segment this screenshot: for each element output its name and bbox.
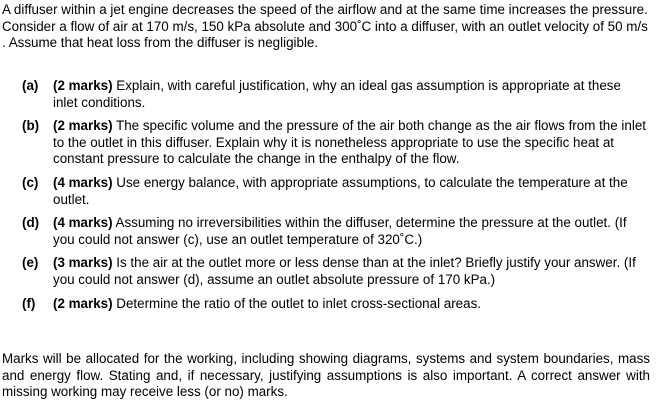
problem-statement: A diffuser within a jet engine decreases the speed of the airflow and at the same time increases the pressure. Consider a flow of air at 170 m/s, 150 kPa absolute and 300˚C into a diffuser, with an outlet velocity of 50 m/s . Assume that heat loss from the diffuser is negligible. <box>2 2 648 51</box>
question-marks: (2 marks) <box>53 78 113 93</box>
question-text: The specific volume and the pressure of the air both change as the air flows from the inlet to the outlet in this diffuser. Explain why it is nonetheless appropriate to use the specific heat at constant pressure to calculate the change in the enthalpy of the flow. <box>53 118 646 167</box>
question-letter: (b) <box>22 118 40 134</box>
question-d <box>22 215 648 248</box>
question-marks: (4 marks) <box>53 174 113 190</box>
question-letter: (f) <box>22 295 36 311</box>
question-c <box>22 175 648 208</box>
question-letter: (e) <box>22 255 39 271</box>
question-list <box>22 78 648 319</box>
question-text: Determine the ratio of the outlet to inlet cross-sectional areas. <box>116 295 481 311</box>
question-letter: (c) <box>22 174 39 190</box>
question-letter: (d) <box>22 215 40 231</box>
question-text: Is the air at the outlet more or less dense than at the inlet? Briefly justify your answer. (If you could not answer (d), assume an outlet absolute pressure of 170 kPa.) <box>53 255 636 287</box>
question-e <box>22 255 648 288</box>
marking-note: Marks will be allocated for the working, including showing diagrams, systems and system boundaries, mass and energy flow. Stating and, if necessary, justifying assumptions is also important. A correct answer with missing working may receive less (or no) marks. <box>2 351 650 400</box>
question-f <box>22 296 648 313</box>
question-text: Use energy balance, with appropriate assumptions, to calculate the temperature at the outlet. <box>53 174 628 207</box>
question-text: Explain, with careful justification, why an ideal gas assumption is appropriate at these inlet conditions. <box>53 78 621 110</box>
question-marks: (2 marks) <box>53 118 113 134</box>
question-marks: (4 marks) <box>53 215 113 231</box>
question-b <box>22 118 648 168</box>
question-a <box>22 78 648 111</box>
question-letter: (a) <box>22 78 39 93</box>
question-marks: (3 marks) <box>53 255 113 271</box>
question-text: Assuming no irreversibilities within the diffuser, determine the pressure at the outlet. (If you could not answer (c), use an outlet temperature of 320˚C.) <box>53 215 627 247</box>
question-marks: (2 marks) <box>53 295 113 311</box>
